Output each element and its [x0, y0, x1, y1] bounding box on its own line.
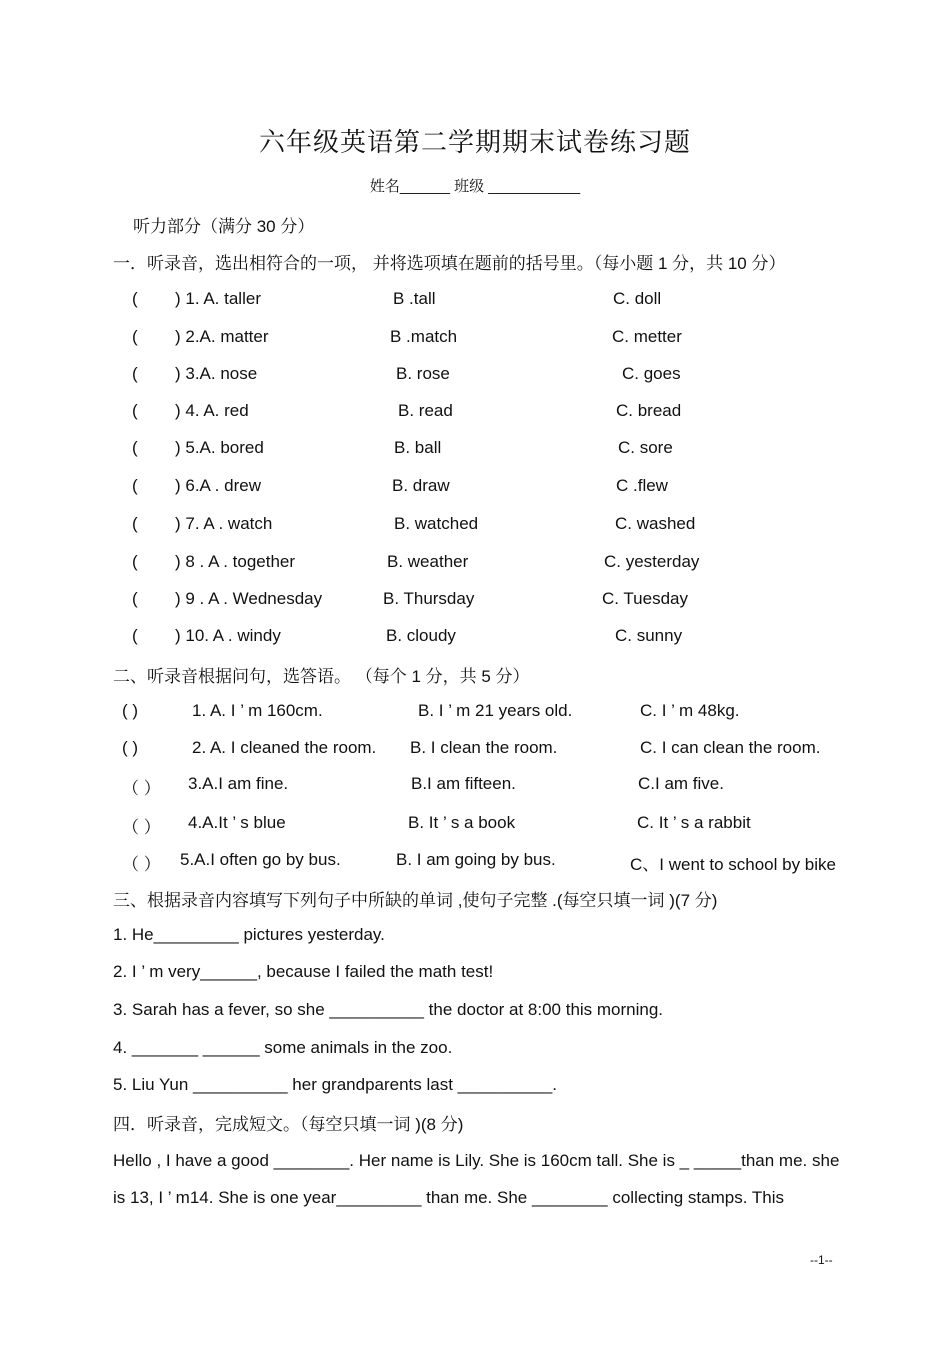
s3-sentence: 2. I ’ m very______, because I failed the math test! — [113, 962, 494, 981]
s2-option-a: 2. A. I cleaned the room. — [192, 738, 377, 757]
s1-option-b: B. rose — [396, 364, 450, 383]
s1-paren: ( — [132, 514, 138, 533]
s1-option-c: C. yesterday — [604, 552, 700, 571]
s3-sentence: 1. He_________ pictures yesterday. — [113, 925, 385, 944]
section-3-title: 三、根据录音内容填写下列句子中所缺的单词 ,使句子完整 .(每空只填一词 )(7 分) — [113, 891, 718, 910]
s1-option-a: ) 5.A. bored — [175, 438, 264, 457]
s2-option-b: B. I clean the room. — [410, 738, 558, 757]
s2-option-b: B.I am fifteen. — [411, 774, 516, 793]
s2-option-c: C.I am five. — [638, 774, 724, 793]
s1-option-a: ) 10. A . windy — [175, 626, 281, 645]
s2-paren: （ ） — [122, 818, 161, 837]
s1-option-b: B .tall — [393, 289, 436, 308]
section-1-title: 一．听录音，选出相符合的一项， 并将选项填在题前的括号里。（每小题 1 分，共 10 分） — [113, 254, 786, 273]
page-title: 六年级英语第二学期期末试卷练习题 — [258, 128, 691, 158]
s1-option-b: B. draw — [392, 476, 450, 495]
s2-paren: ( ) — [122, 738, 139, 757]
s1-option-a: ) 6.A . drew — [175, 476, 261, 495]
s2-option-c: C. I can clean the room. — [640, 738, 821, 757]
s2-option-b: B. I ’ m 21 years old. — [418, 701, 573, 720]
s3-sentence: 3. Sarah has a fever, so she __________ the doctor at 8:00 this morning. — [113, 1000, 664, 1019]
s3-sentence: 4. _______ ______ some animals in the zoo. — [113, 1038, 453, 1057]
s1-option-a: ) 8 . A . together — [175, 552, 296, 571]
s2-paren: ( ) — [122, 701, 139, 720]
s1-option-b: B. cloudy — [386, 626, 456, 645]
s1-paren: ( — [132, 401, 138, 420]
s1-option-c: C .flew — [616, 476, 668, 495]
name-class-line: 姓名______ 班级 ___________ — [369, 178, 581, 195]
s1-option-b: B. read — [398, 401, 453, 420]
s3-sentence: 5. Liu Yun __________ her grandparents last __________. — [113, 1075, 557, 1094]
section-4-title: 四．听录音，完成短文。（每空只填一词 )(8 分) — [113, 1115, 464, 1134]
s1-option-b: B. weather — [387, 552, 469, 571]
s1-option-b: B. watched — [394, 514, 479, 533]
page-number: --1-- — [810, 1253, 833, 1267]
s1-option-a: ) 1. A. taller — [175, 289, 261, 308]
s1-option-a: ) 9 . A . Wednesday — [175, 589, 323, 608]
s1-option-c: C. doll — [613, 289, 662, 308]
s1-option-b: B. Thursday — [383, 589, 475, 608]
s1-paren: ( — [132, 438, 138, 457]
s2-option-c: C. I ’ m 48kg. — [640, 701, 740, 720]
s1-option-a: ) 4. A. red — [175, 401, 249, 420]
s1-option-b: B .match — [390, 327, 458, 346]
s2-option-a: 3.A.I am fine. — [188, 774, 289, 793]
s2-option-a: 4.A.It ’ s blue — [188, 813, 286, 832]
s1-option-c: C. metter — [612, 327, 682, 346]
s2-option-b: B. It ’ s a book — [408, 813, 516, 832]
s1-paren: ( — [132, 552, 138, 571]
s1-option-a: ) 2.A. matter — [175, 327, 269, 346]
s2-option-a: 1. A. I ’ m 160cm. — [192, 701, 323, 720]
s1-option-c: C. sunny — [615, 626, 683, 645]
s1-paren: ( — [132, 626, 138, 645]
s1-option-c: C. goes — [622, 364, 681, 383]
s1-option-a: ) 3.A. nose — [175, 364, 258, 383]
s2-option-a: 5.A.I often go by bus. — [180, 850, 341, 869]
section-4-paragraph-line-1: Hello , I have a good ________. Her name is Lily. She is 160cm tall. She is _ _____than me. she — [113, 1151, 840, 1170]
section-4-paragraph-line-2: is 13, I ’ m14. She is one year_________ than me. She ________ collecting stamps. This — [113, 1188, 784, 1207]
s1-option-c: C. Tuesday — [602, 589, 688, 608]
s1-option-c: C. bread — [616, 401, 682, 420]
s1-option-a: ) 7. A . watch — [175, 514, 273, 533]
s2-option-c: C、I went to school by bike — [630, 855, 836, 874]
s1-paren: ( — [132, 289, 138, 308]
s2-paren: （ ） — [122, 855, 161, 874]
s1-paren: ( — [132, 327, 138, 346]
s2-option-c: C. It ’ s a rabbit — [637, 813, 751, 832]
s1-paren: ( — [132, 476, 138, 495]
s2-paren: （ ） — [122, 779, 161, 798]
section-2-title: 二、听录音根据问句，选答语。 （每个 1 分，共 5 分） — [113, 667, 530, 686]
s2-option-b: B. I am going by bus. — [396, 850, 556, 869]
listening-header: 听力部分（满分 30 分） — [133, 217, 315, 236]
s1-option-c: C. washed — [615, 514, 696, 533]
s1-option-b: B. ball — [394, 438, 442, 457]
s1-paren: ( — [132, 364, 138, 383]
s1-option-c: C. sore — [618, 438, 673, 457]
s1-paren: ( — [132, 589, 138, 608]
